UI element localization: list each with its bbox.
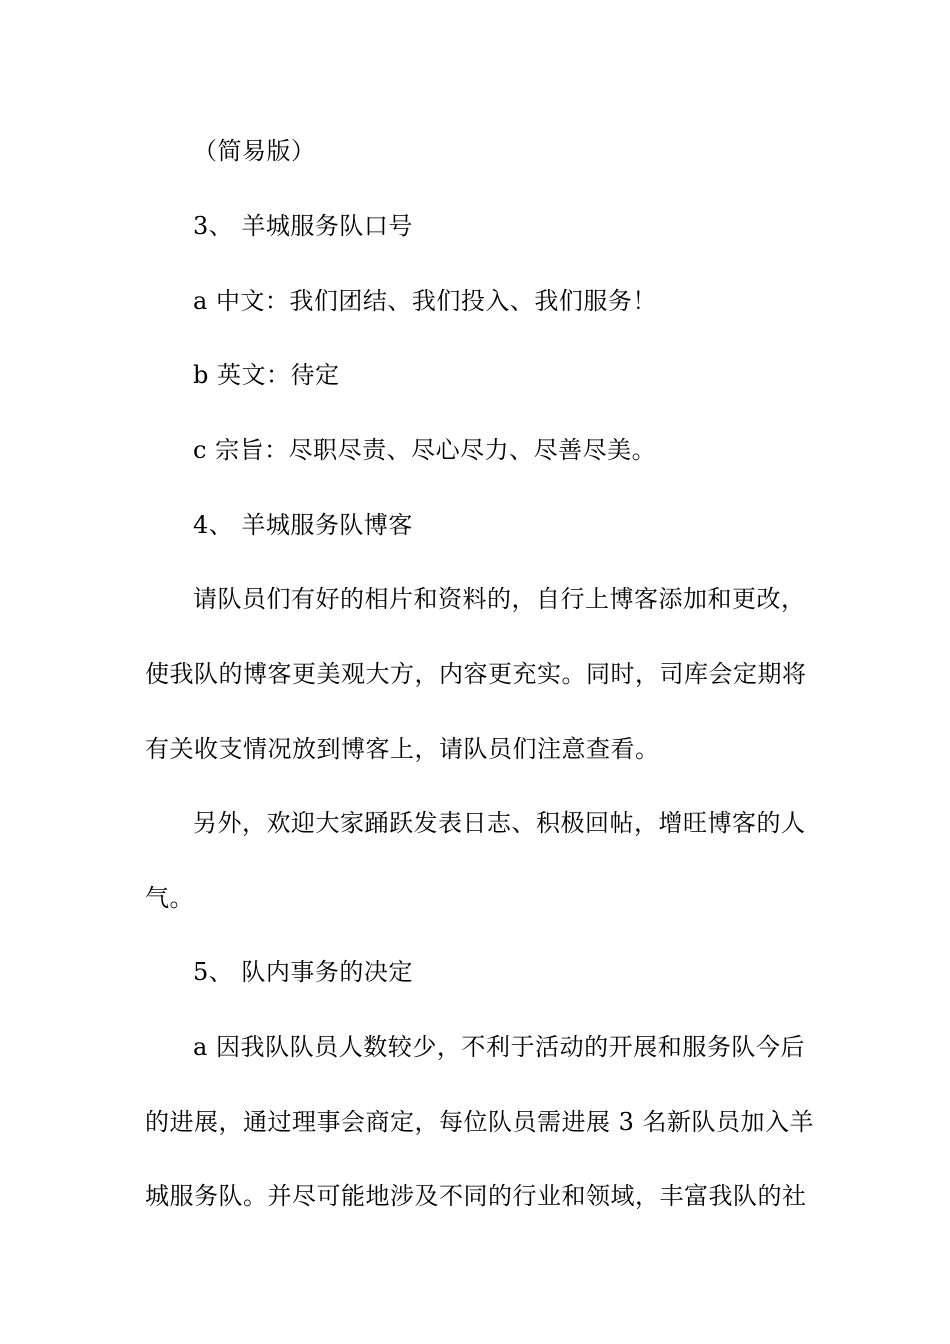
- paragraph-line: 的进展，通过理事会商定，每位队员需进展 3 名新队员加入羊: [145, 1108, 815, 1136]
- paragraph-line: 城服务队。并尽可能地涉及不同的行业和领域，丰富我队的社: [145, 1182, 807, 1210]
- subtitle-line: （简易版）: [193, 137, 316, 165]
- paragraph-line: 另外，欢迎大家踊跃发表日志、积极回帖，增旺博客的人: [193, 809, 806, 837]
- section-heading: 3、 羊城服务队口号: [193, 212, 413, 240]
- paragraph-line: 使我队的博客更美观大方，内容更充实。同时，司库会定期将: [145, 660, 807, 688]
- section-heading: 5、 队内事务的决定: [193, 958, 413, 986]
- paragraph-line: c 宗旨：尽职尽责、尽心尽力、尽善尽美。: [193, 436, 657, 464]
- paragraph-line: 有关收支情况放到博客上，请队员们注意查看。: [145, 735, 660, 763]
- paragraph-line: a 因我队队员人数较少，不利于活动的开展和服务队今后: [193, 1033, 805, 1061]
- paragraph-line: 请队员们有好的相片和资料的，自行上博客添加和更改，: [193, 585, 806, 613]
- paragraph-line: 气。: [145, 884, 194, 912]
- paragraph-line: b 英文：待定: [193, 361, 340, 389]
- section-heading: 4、 羊城服务队博客: [193, 511, 413, 539]
- paragraph-line: a 中文：我们团结、我们投入、我们服务！: [193, 287, 657, 315]
